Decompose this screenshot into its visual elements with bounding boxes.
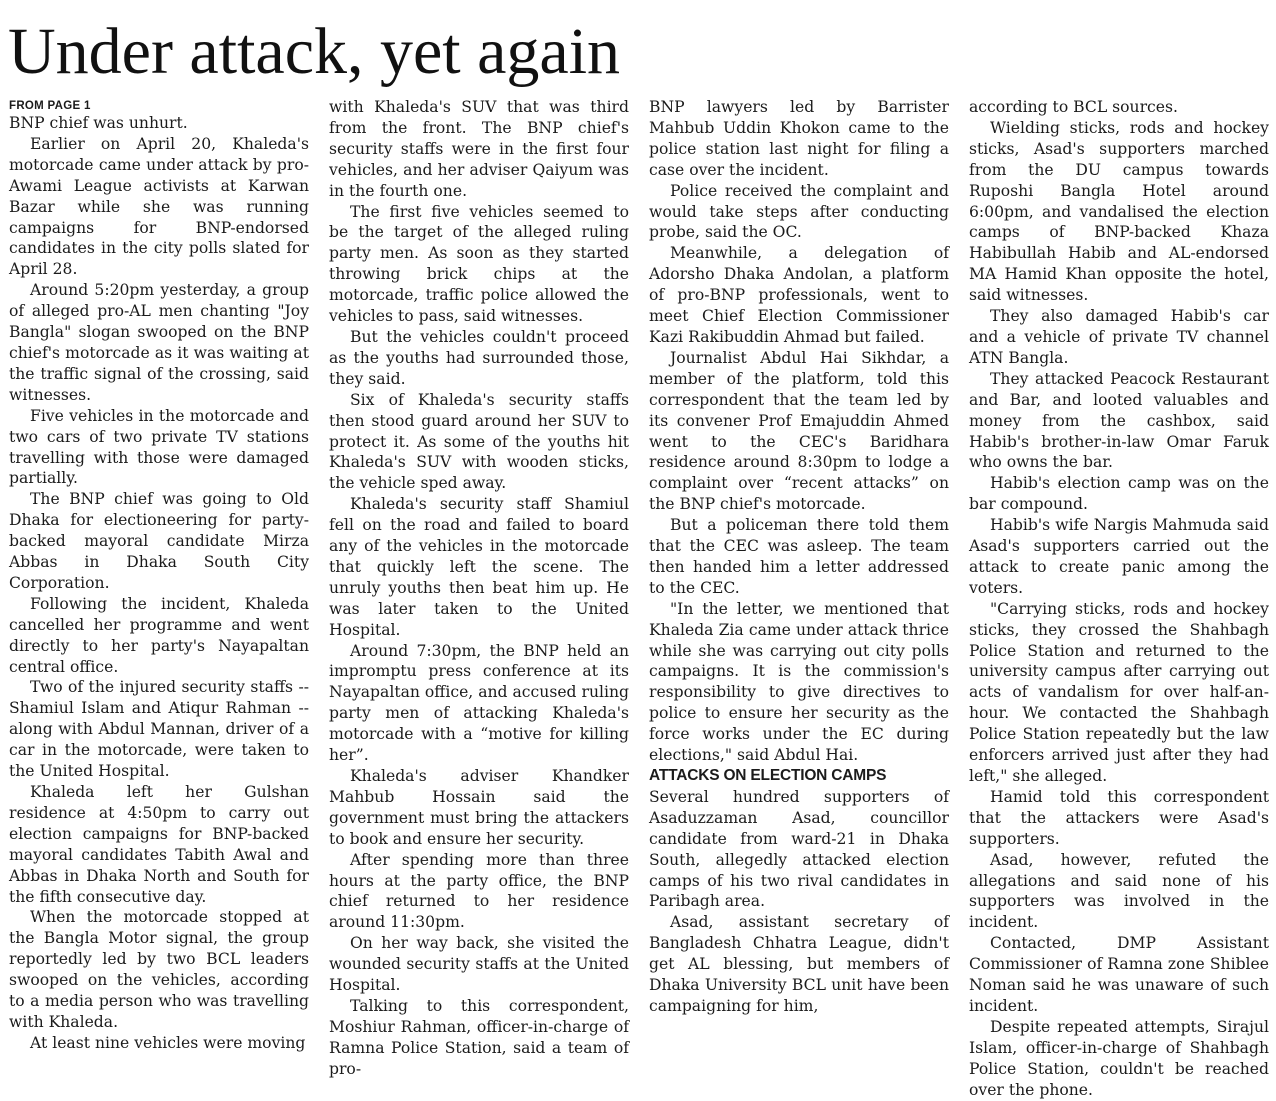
paragraph: Meanwhile, a delegation of Adorsho Dhaka Andolan, a platform of pro-BNP professionals, went to meet Chief Election Commissioner Kazi Rakibuddin Ahmad but failed. <box>649 244 949 346</box>
paragraph: Habib's election camp was on the bar compound. <box>969 474 1269 514</box>
paragraph: The first five vehicles seemed to be the target of the alleged ruling party men. As soon as they started throwing brick chips at the motorcade, traffic police allowed the vehicles to pass, said witnesses. <box>329 202 629 326</box>
paragraph: Around 5:20pm yesterday, a group of alleged pro-AL men chanting "Joy Bangla" slogan swooped on the BNP chief's motorcade as it was waiting at the traffic signal of the crossing, said witnesses. <box>9 281 309 404</box>
paragraph: After spending more than three hours at the party office, the BNP chief returned to her residence around 11:30pm. <box>329 850 629 932</box>
paragraph: Habib's wife Nargis Mahmuda said Asad's supporters carried out the attack to create panic among the voters. <box>969 516 1269 597</box>
paragraph: Following the incident, Khaleda cancelled her programme and went directly to her party's Nayapaltan central office. <box>9 594 309 676</box>
paragraph: Two of the injured security staffs -- Shamiul Islam and Atiqur Rahman -- along with Abdul Mannan, driver of a car in the motorcade, were taken to the United Hospital. <box>9 678 309 781</box>
paragraph: BNP chief was unhurt. <box>9 114 188 132</box>
headline: Under attack, yet again <box>8 15 621 88</box>
paragraph: Journalist Abdul Hai Sikhdar, a member of the platform, told this correspondent that the team led by its convener Prof Emajuddin Ahmed went to the CEC's Baridhara residence around 8:30pm to lodge a complaint over “recent attacks” on the BNP chief's motorcade. <box>649 348 949 514</box>
paragraph: according to BCL sources. <box>969 98 1178 116</box>
paragraph: Several hundred supporters of Asaduzzaman Asad, councillor candidate from ward-21 in Dhaka South, allegedly attacked election camps of his two rival candidates in Paribagh area. <box>649 787 949 911</box>
paragraph: At least nine vehicles were moving <box>30 1033 306 1052</box>
paragraph: When the motorcade stopped at the Bangla Motor signal, the group reportedly led by two BCL leaders swooped on the vehicles, according to a media person who was travelling with Khaleda. <box>9 908 309 1031</box>
paragraph: "Carrying sticks, rods and hockey sticks, they crossed the Shahbagh Police Station and returned to the university campus after carrying out acts of vandalism for over half-an-hour. We contacted the Shahbagh Police Station repeatedly but the law enforcers arrived just after they had left," she alleged. <box>969 599 1269 785</box>
paragraph: Hamid told this correspondent that the attackers were Asad's supporters. <box>969 787 1269 848</box>
column-3 <box>649 97 949 1017</box>
paragraph: Six of Khaleda's security staffs then stood guard around her SUV to protect it. As some of the youths hit Khaleda's SUV with wooden sticks, the vehicle sped away. <box>329 390 629 493</box>
paragraph: Five vehicles in the motorcade and two cars of two private TV stations travelling with those were damaged partially. <box>9 406 309 488</box>
paragraph: Contacted, DMP Assistant Commissioner of Ramna zone Shiblee Noman said he was unaware of such incident. <box>969 934 1269 1015</box>
paragraph: But a policeman there told them that the CEC was asleep. The team then handed him a letter addressed to the CEC. <box>649 516 949 597</box>
paragraph: Despite repeated attempts, Sirajul Islam, officer-in-charge of Shahbagh Police Station, couldn't be reached over the phone. <box>969 1017 1269 1099</box>
paragraph: Talking to this correspondent, Moshiur Rahman, officer-in-charge of Ramna Police Station, said a team of pro- <box>329 996 629 1078</box>
paragraph: On her way back, she visited the wounded security staffs at the United Hospital. <box>329 934 629 995</box>
kicker: FROM PAGE 1 <box>9 100 91 112</box>
paragraph: But the vehicles couldn't proceed as the youths had surrounded those, they said. <box>329 327 629 388</box>
paragraph: Khaleda's security staff Shamiul fell on the road and failed to board any of the vehicles in the motorcade that quickly left the scene. The unruly youths then beat him up. He was later taken to the United Hospital. <box>329 495 629 639</box>
column-4 <box>969 97 1269 1101</box>
paragraph: BNP lawyers led by Barrister Mahbub Uddin Khokon came to the police station last night for filing a case over the incident. <box>649 98 949 179</box>
paragraph: Wielding sticks, rods and hockey sticks, Asad's supporters marched from the DU campus towards Ruposhi Bangla Hotel around 6:00pm, and vandalised the election camps of BNP-backed Khaza Habibullah Habib and AL-endorsed MA Hamid Khan opposite the hotel, said witnesses. <box>969 118 1269 305</box>
paragraph: Asad, assistant secretary of Bangladesh Chhatra League, didn't get AL blessing, but members of Dhaka University BCL unit have been campaigning for him, <box>649 913 949 1015</box>
paragraph: Earlier on April 20, Khaleda's motorcade came under attack by pro-Awami League activists at Karwan Bazar while she was running campaigns for BNP-endorsed candidates in the city polls slated for April 28. <box>9 134 309 279</box>
paragraph: Khaleda left her Gulshan residence at 4:50pm to carry out election campaigns for BNP-backed mayoral candidates Tabith Awal and Abbas in Dhaka North and South for the fifth consecutive day. <box>9 783 309 906</box>
paragraph: Khaleda's adviser Khandker Mahbub Hossain said the government must bring the attackers to book and ensure her security. <box>329 767 629 848</box>
column-1 <box>9 97 309 1054</box>
subheading: ATTACKS ON ELECTION CAMPS <box>649 767 887 784</box>
paragraph: with Khaleda's SUV that was third from the front. The BNP chief's security staffs were in the first four vehicles, and her adviser Qaiyum was in the fourth one. <box>329 98 629 200</box>
paragraph: Asad, however, refuted the allegations and said none of his supporters was involved in the incident. <box>969 850 1269 932</box>
paragraph: The BNP chief was going to Old Dhaka for electioneering for party-backed mayoral candidate Mirza Abbas in Dhaka South City Corporation. <box>9 490 309 592</box>
paragraph: They also damaged Habib's car and a vehicle of private TV channel ATN Bangla. <box>969 307 1269 367</box>
paragraph: Police received the complaint and would take steps after conducting probe, said the OC. <box>649 181 949 242</box>
paragraph: Around 7:30pm, the BNP held an impromptu press conference at its Nayapaltan office, and accused ruling party men of attacking Khaleda's motorcade with a “motive for killing her”. <box>329 641 629 765</box>
paragraph: "In the letter, we mentioned that Khaleda Zia came under attack thrice while she was carrying out city polls campaigns. It is the commission's responsibility to give directives to police to ensure her security as the force works under the EC during elections," said Abdul Hai. <box>649 599 949 765</box>
column-2 <box>329 97 629 1080</box>
paragraph: They attacked Peacock Restaurant and Bar, and looted valuables and money from the cashbox, said Habib's brother-in-law Omar Faruk who owns the bar. <box>969 369 1269 472</box>
